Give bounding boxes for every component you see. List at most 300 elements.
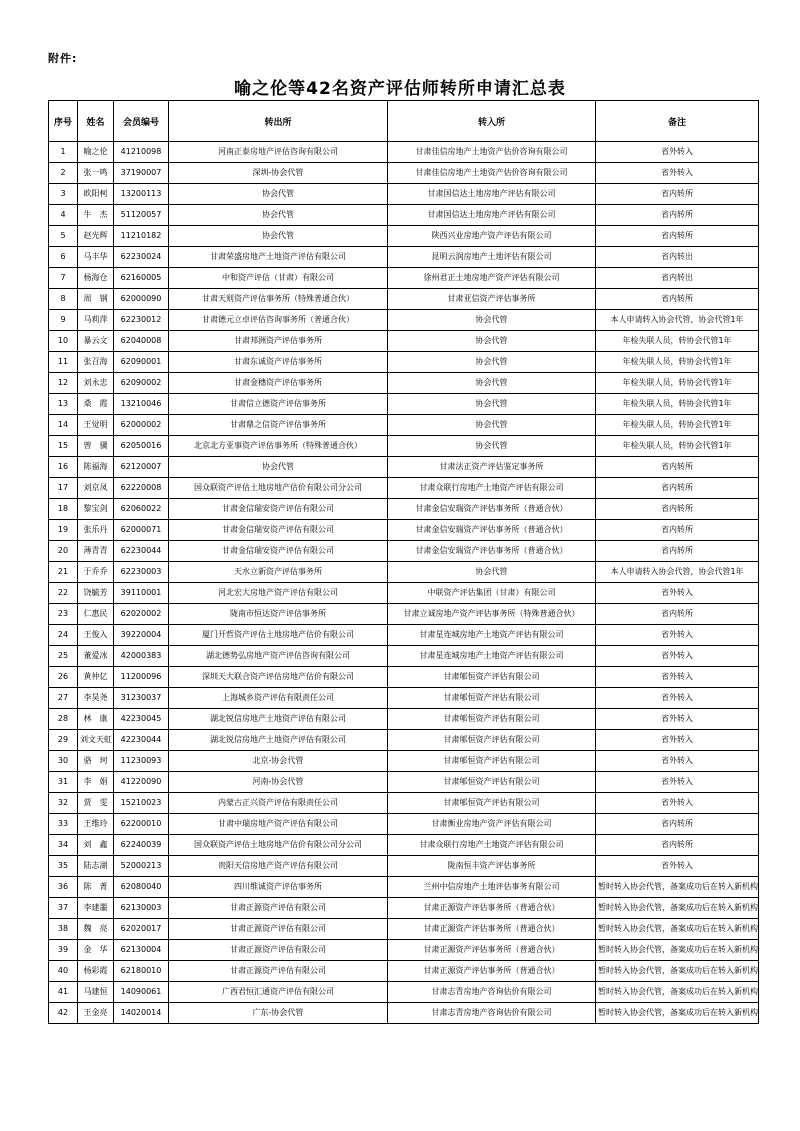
remarks: 省外转入	[596, 730, 759, 751]
member-id: 62120007	[114, 457, 169, 478]
row-index: 24	[49, 625, 78, 646]
remarks: 省内转所	[596, 520, 759, 541]
table-row	[49, 877, 759, 898]
table-row	[49, 688, 759, 709]
member-name: 贾 雯	[78, 793, 114, 814]
member-name: 林 康	[78, 709, 114, 730]
from-office: 湖北锐信房地产土地资产评估有限公司	[169, 730, 388, 751]
member-id: 62230044	[114, 541, 169, 562]
member-name: 马丰华	[78, 247, 114, 268]
member-id: 62160005	[114, 268, 169, 289]
table-row	[49, 625, 759, 646]
member-name: 李 娟	[78, 772, 114, 793]
row-index: 18	[49, 499, 78, 520]
from-office: 陇南市恒达资产评估事务所	[169, 604, 388, 625]
table-row	[49, 310, 759, 331]
from-office: 甘肃金信瑞安资产评估有限公司	[169, 499, 388, 520]
row-index: 23	[49, 604, 78, 625]
remarks: 省内转所	[596, 289, 759, 310]
member-id: 62200010	[114, 814, 169, 835]
member-name: 刘京凤	[78, 478, 114, 499]
to-office: 甘肃金信安瑞资产评估事务所（普通合伙）	[388, 499, 596, 520]
col-header-member-id: 会员编号	[114, 101, 169, 142]
table-row	[49, 814, 759, 835]
member-id: 62080040	[114, 877, 169, 898]
from-office: 甘肃荣盛房地产土地资产评估有限公司	[169, 247, 388, 268]
remarks: 省内转所	[596, 457, 759, 478]
remarks: 省外转入	[596, 772, 759, 793]
row-index: 28	[49, 709, 78, 730]
remarks: 省内转所	[596, 604, 759, 625]
table-row	[49, 541, 759, 562]
to-office: 甘肃正源资产评估事务所（普通合伙）	[388, 898, 596, 919]
col-header-from-office: 转出所	[169, 101, 388, 142]
to-office: 甘肃郇恒资产评估有限公司	[388, 793, 596, 814]
row-index: 12	[49, 373, 78, 394]
remarks: 年检失联人员，转协会代管1年	[596, 415, 759, 436]
from-office: 甘肃信立德资产评估事务所	[169, 394, 388, 415]
member-id: 42230044	[114, 730, 169, 751]
from-office: 河北宏大房地产资产评估有限公司	[169, 583, 388, 604]
to-office: 甘肃佳信房地产土地资产估价咨询有限公司	[388, 142, 596, 163]
to-office: 甘肃佳信房地产土地资产估价咨询有限公司	[388, 163, 596, 184]
member-name: 曾 骥	[78, 436, 114, 457]
from-office: 甘肃金信瑞安资产评估有限公司	[169, 520, 388, 541]
from-office: 协会代管	[169, 226, 388, 247]
row-index: 19	[49, 520, 78, 541]
table-row	[49, 835, 759, 856]
row-index: 39	[49, 940, 78, 961]
table-row	[49, 856, 759, 877]
from-office: 甘肃金穗资产评估事务所	[169, 373, 388, 394]
row-index: 10	[49, 331, 78, 352]
from-office: 甘肃鼎之信资产评估事务所	[169, 415, 388, 436]
member-id: 42230045	[114, 709, 169, 730]
from-office: 内蒙古正兴资产评估有限责任公司	[169, 793, 388, 814]
table-row	[49, 226, 759, 247]
from-office: 北京北方亚事资产评估事务所（特殊普通合伙）	[169, 436, 388, 457]
member-id: 62000002	[114, 415, 169, 436]
member-id: 62240039	[114, 835, 169, 856]
member-id: 39110001	[114, 583, 169, 604]
table-row	[49, 247, 759, 268]
to-office: 甘肃国信达土地房地产评估有限公司	[388, 184, 596, 205]
remarks: 省外转入	[596, 625, 759, 646]
row-index: 9	[49, 310, 78, 331]
member-name: 王金亮	[78, 1003, 114, 1024]
remarks: 暂时转入协会代管，备案成功后在转入新机构	[596, 982, 759, 1003]
col-header-index: 序号	[49, 101, 78, 142]
to-office: 甘肃众联行房地产土地资产评估有限公司	[388, 835, 596, 856]
member-name: 黄仲亿	[78, 667, 114, 688]
to-office: 甘肃立诚房地产资产评估事务所（特殊普通合伙）	[388, 604, 596, 625]
member-id: 62060022	[114, 499, 169, 520]
table-row	[49, 163, 759, 184]
to-office: 协会代管	[388, 394, 596, 415]
member-id: 41210098	[114, 142, 169, 163]
member-id: 62000071	[114, 520, 169, 541]
from-office: 广东-协会代管	[169, 1003, 388, 1024]
to-office: 陕西兴业房地产资产评估有限公司	[388, 226, 596, 247]
from-office: 中和资产评估（甘肃）有限公司	[169, 268, 388, 289]
member-name: 张一鸣	[78, 163, 114, 184]
remarks: 省外转入	[596, 688, 759, 709]
remarks: 省外转入	[596, 667, 759, 688]
member-id: 62020017	[114, 919, 169, 940]
remarks: 省外转入	[596, 709, 759, 730]
member-name: 刘永忠	[78, 373, 114, 394]
member-name: 饶毓芳	[78, 583, 114, 604]
row-index: 41	[49, 982, 78, 1003]
member-name: 赵光辉	[78, 226, 114, 247]
row-index: 26	[49, 667, 78, 688]
member-id: 62130004	[114, 940, 169, 961]
table-row	[49, 751, 759, 772]
remarks: 省内转所	[596, 205, 759, 226]
row-index: 27	[49, 688, 78, 709]
member-name: 周 钢	[78, 289, 114, 310]
col-header-to-office: 转入所	[388, 101, 596, 142]
table-row	[49, 667, 759, 688]
to-office: 甘肃金信安瑞资产评估事务所（普通合伙）	[388, 541, 596, 562]
member-id: 62230012	[114, 310, 169, 331]
from-office: 甘肃正源资产评估有限公司	[169, 961, 388, 982]
member-name: 杨彩霞	[78, 961, 114, 982]
member-id: 11230093	[114, 751, 169, 772]
to-office: 甘肃郇恒资产评估有限公司	[388, 751, 596, 772]
to-office: 甘肃郇恒资产评估有限公司	[388, 709, 596, 730]
table-row	[49, 562, 759, 583]
page-title: 喻之伦等42名资产评估师转所申请汇总表	[234, 79, 566, 99]
row-index: 42	[49, 1003, 78, 1024]
member-id: 13210046	[114, 394, 169, 415]
remarks: 省内转所	[596, 835, 759, 856]
table-body	[49, 142, 759, 1024]
member-name: 黎宝剑	[78, 499, 114, 520]
to-office: 甘肃志青房地产咨询估价有限公司	[388, 1003, 596, 1024]
table-row	[49, 373, 759, 394]
from-office: 甘肃金信瑞安资产评估有限公司	[169, 541, 388, 562]
member-name: 陈福海	[78, 457, 114, 478]
table-row	[49, 919, 759, 940]
member-id: 62020002	[114, 604, 169, 625]
from-office: 甘肃中瑞房地产资产评估有限公司	[169, 814, 388, 835]
to-office: 甘肃郇恒资产评估有限公司	[388, 772, 596, 793]
member-id: 11210182	[114, 226, 169, 247]
member-name: 王俊入	[78, 625, 114, 646]
member-name: 刘 鑫	[78, 835, 114, 856]
remarks: 年检失联人员，转协会代管1年	[596, 436, 759, 457]
member-name: 董爱冰	[78, 646, 114, 667]
remarks: 省外转入	[596, 751, 759, 772]
to-office: 协会代管	[388, 373, 596, 394]
to-office: 协会代管	[388, 562, 596, 583]
remarks: 省内转所	[596, 478, 759, 499]
table-row	[49, 289, 759, 310]
to-office: 甘肃正源资产评估事务所（普通合伙）	[388, 919, 596, 940]
remarks: 省内转所	[596, 499, 759, 520]
from-office: 湖北德势弘房地产资产评估咨询有限公司	[169, 646, 388, 667]
row-index: 17	[49, 478, 78, 499]
row-index: 36	[49, 877, 78, 898]
row-index: 3	[49, 184, 78, 205]
to-office: 协会代管	[388, 352, 596, 373]
from-office: 河南正泰房地产评估咨询有限公司	[169, 142, 388, 163]
from-office: 北京-协会代管	[169, 751, 388, 772]
table-row	[49, 793, 759, 814]
row-index: 31	[49, 772, 78, 793]
row-index: 13	[49, 394, 78, 415]
remarks: 暂时转入协会代管，备案成功后在转入新机构	[596, 940, 759, 961]
table-row	[49, 709, 759, 730]
member-id: 62000090	[114, 289, 169, 310]
remarks: 暂时转入协会代管，备案成功后在转入新机构	[596, 898, 759, 919]
member-id: 39220004	[114, 625, 169, 646]
member-id: 14020014	[114, 1003, 169, 1024]
member-name: 薄青青	[78, 541, 114, 562]
to-office: 协会代管	[388, 415, 596, 436]
to-office: 徐州君正土地房地产资产评估有限公司	[388, 268, 596, 289]
table-row	[49, 415, 759, 436]
table-row	[49, 142, 759, 163]
from-office: 深圳天大联合资产评估房地产估价有限公司	[169, 667, 388, 688]
member-name: 李建噩	[78, 898, 114, 919]
member-id: 52000213	[114, 856, 169, 877]
from-office: 甘肃正源资产评估有限公司	[169, 940, 388, 961]
table-row	[49, 961, 759, 982]
to-office: 中联资产评估集团（甘肃）有限公司	[388, 583, 596, 604]
member-name: 杨海仓	[78, 268, 114, 289]
from-office: 国众联资产评估土地房地产估价有限公司分公司	[169, 478, 388, 499]
row-index: 37	[49, 898, 78, 919]
row-index: 8	[49, 289, 78, 310]
member-id: 62090002	[114, 373, 169, 394]
from-office: 协会代管	[169, 184, 388, 205]
member-id: 62130003	[114, 898, 169, 919]
remarks: 年检失联人员，转协会代管1年	[596, 394, 759, 415]
remarks: 本人申请转入协会代管，协会代管1年	[596, 310, 759, 331]
member-name: 桑 霞	[78, 394, 114, 415]
member-id: 62230024	[114, 247, 169, 268]
row-index: 7	[49, 268, 78, 289]
row-index: 5	[49, 226, 78, 247]
to-office: 甘肃法正资产评估鉴定事务所	[388, 457, 596, 478]
to-office: 甘肃郇恒资产评估有限公司	[388, 730, 596, 751]
to-office: 甘肃志青房地产咨询估价有限公司	[388, 982, 596, 1003]
table-row	[49, 499, 759, 520]
member-id: 62230003	[114, 562, 169, 583]
row-index: 21	[49, 562, 78, 583]
row-index: 34	[49, 835, 78, 856]
member-name: 张乐丹	[78, 520, 114, 541]
member-id: 11200096	[114, 667, 169, 688]
remarks: 省外转入	[596, 142, 759, 163]
member-name: 喻之伦	[78, 142, 114, 163]
from-office: 协会代管	[169, 205, 388, 226]
row-index: 1	[49, 142, 78, 163]
member-name: 刘文天虹	[78, 730, 114, 751]
row-index: 40	[49, 961, 78, 982]
to-office: 甘肃星连城房地产土地资产评估有限公司	[388, 646, 596, 667]
remarks: 省内转所	[596, 541, 759, 562]
member-id: 15210023	[114, 793, 169, 814]
remarks: 年检失联人员，转协会代管1年	[596, 373, 759, 394]
to-office: 协会代管	[388, 331, 596, 352]
remarks: 省内转所	[596, 184, 759, 205]
member-id: 42000383	[114, 646, 169, 667]
member-name: 马建恒	[78, 982, 114, 1003]
remarks: 省外转入	[596, 163, 759, 184]
to-office: 甘肃正源资产评估事务所（普通合伙）	[388, 940, 596, 961]
to-office: 甘肃郇恒资产评估有限公司	[388, 667, 596, 688]
member-name: 暴云文	[78, 331, 114, 352]
to-office: 协会代管	[388, 310, 596, 331]
row-index: 2	[49, 163, 78, 184]
member-id: 62050016	[114, 436, 169, 457]
to-office: 甘肃众联行房地产土地资产评估有限公司	[388, 478, 596, 499]
from-office: 贵阳天信房地产资产评估有限公司	[169, 856, 388, 877]
from-office: 甘肃正源资产评估有限公司	[169, 898, 388, 919]
row-index: 4	[49, 205, 78, 226]
to-office: 陇南恒丰资产评估事务所	[388, 856, 596, 877]
from-office: 甘肃东诚资产评估事务所	[169, 352, 388, 373]
from-office: 广西君恒汇通资产评估有限公司	[169, 982, 388, 1003]
row-index: 6	[49, 247, 78, 268]
table-row	[49, 436, 759, 457]
col-header-remarks: 备注	[596, 101, 759, 142]
row-index: 29	[49, 730, 78, 751]
from-office: 甘肃正源资产评估有限公司	[169, 919, 388, 940]
row-index: 33	[49, 814, 78, 835]
member-name: 金 华	[78, 940, 114, 961]
remarks: 省内转所	[596, 226, 759, 247]
table-row	[49, 352, 759, 373]
remarks: 暂时转入协会代管，备案成功后在转入新机构	[596, 961, 759, 982]
remarks: 暂时转入协会代管，备案成功后在转入新机构	[596, 877, 759, 898]
member-id: 62040008	[114, 331, 169, 352]
member-name: 骆 珂	[78, 751, 114, 772]
from-office: 厦门开哲资产评估土地房地产估价有限公司	[169, 625, 388, 646]
remarks: 本人申请转入协会代管，协会代管1年	[596, 562, 759, 583]
table-row	[49, 520, 759, 541]
remarks: 暂时转入协会代管，备案成功后在转入新机构	[596, 919, 759, 940]
from-office: 协会代管	[169, 457, 388, 478]
row-index: 14	[49, 415, 78, 436]
remarks: 年检失联人员，转协会代管1年	[596, 331, 759, 352]
table-row	[49, 457, 759, 478]
to-office: 甘肃国信达土地房地产评估有限公司	[388, 205, 596, 226]
table-row	[49, 982, 759, 1003]
row-index: 22	[49, 583, 78, 604]
member-name: 马莉萍	[78, 310, 114, 331]
row-index: 35	[49, 856, 78, 877]
member-name: 牛 杰	[78, 205, 114, 226]
to-office: 甘肃衡业房地产资产评估有限公司	[388, 814, 596, 835]
member-name: 王维玲	[78, 814, 114, 835]
table-row	[49, 730, 759, 751]
member-name: 王觉明	[78, 415, 114, 436]
member-id: 14090061	[114, 982, 169, 1003]
from-office: 湖北锐信房地产土地资产评估有限公司	[169, 709, 388, 730]
table-row	[49, 268, 759, 289]
table-row	[49, 184, 759, 205]
from-office: 国众联资产评估土地房地产估价有限公司分公司	[169, 835, 388, 856]
col-header-name: 姓名	[78, 101, 114, 142]
from-office: 上海城乡资产评估有限责任公司	[169, 688, 388, 709]
to-office: 甘肃郇恒资产评估有限公司	[388, 688, 596, 709]
to-office: 协会代管	[388, 436, 596, 457]
remarks: 省外转入	[596, 583, 759, 604]
member-id: 51120057	[114, 205, 169, 226]
to-office: 甘肃正源资产评估事务所（普通合伙）	[388, 961, 596, 982]
attachment-label: 附件:	[48, 52, 78, 65]
member-name: 李昊尧	[78, 688, 114, 709]
row-index: 20	[49, 541, 78, 562]
table-row	[49, 772, 759, 793]
table-row	[49, 1003, 759, 1024]
row-index: 38	[49, 919, 78, 940]
remarks: 省内转出	[596, 268, 759, 289]
remarks: 省外转入	[596, 646, 759, 667]
row-index: 15	[49, 436, 78, 457]
member-id: 37190007	[114, 163, 169, 184]
remarks: 暂时转入协会代管，备案成功后在转入新机构	[596, 1003, 759, 1024]
table-row	[49, 898, 759, 919]
remarks: 省内转所	[596, 814, 759, 835]
member-name: 陈 菁	[78, 877, 114, 898]
from-office: 甘肃德元立卓评估咨询事务所（普通合伙）	[169, 310, 388, 331]
to-office: 甘肃金信安瑞资产评估事务所（普通合伙）	[388, 520, 596, 541]
from-office: 四川维诚资产评估事务所	[169, 877, 388, 898]
row-index: 30	[49, 751, 78, 772]
member-name: 仁惠民	[78, 604, 114, 625]
row-index: 25	[49, 646, 78, 667]
table-row	[49, 478, 759, 499]
table-row	[49, 394, 759, 415]
member-name: 陆志湖	[78, 856, 114, 877]
to-office: 昆明云润房地产土地评估有限公司	[388, 247, 596, 268]
to-office: 兰州中信房地产土地评估事务有限公司	[388, 877, 596, 898]
remarks: 省外转入	[596, 793, 759, 814]
from-office: 甘肃天则资产评估事务所（特殊普通合伙）	[169, 289, 388, 310]
row-index: 32	[49, 793, 78, 814]
row-index: 11	[49, 352, 78, 373]
member-id: 13200113	[114, 184, 169, 205]
member-name: 于乔乔	[78, 562, 114, 583]
member-name: 欧阳柯	[78, 184, 114, 205]
table-row	[49, 940, 759, 961]
remarks: 省外转入	[596, 856, 759, 877]
member-name: 张召海	[78, 352, 114, 373]
table-row	[49, 331, 759, 352]
table-row	[49, 604, 759, 625]
member-id: 62090001	[114, 352, 169, 373]
table-row	[49, 205, 759, 226]
from-office: 甘肃邦洲资产评估事务所	[169, 331, 388, 352]
to-office: 甘肃星连城房地产土地资产评估有限公司	[388, 625, 596, 646]
from-office: 深圳-协会代管	[169, 163, 388, 184]
member-id: 62220008	[114, 478, 169, 499]
table-row	[49, 646, 759, 667]
table-header	[49, 101, 759, 142]
to-office: 甘肃亚信资产评估事务所	[388, 289, 596, 310]
table-row	[49, 583, 759, 604]
member-name: 魏 亮	[78, 919, 114, 940]
row-index: 16	[49, 457, 78, 478]
table-header-row	[49, 101, 759, 142]
member-id: 62180010	[114, 961, 169, 982]
transfer-summary-table	[48, 100, 759, 1024]
